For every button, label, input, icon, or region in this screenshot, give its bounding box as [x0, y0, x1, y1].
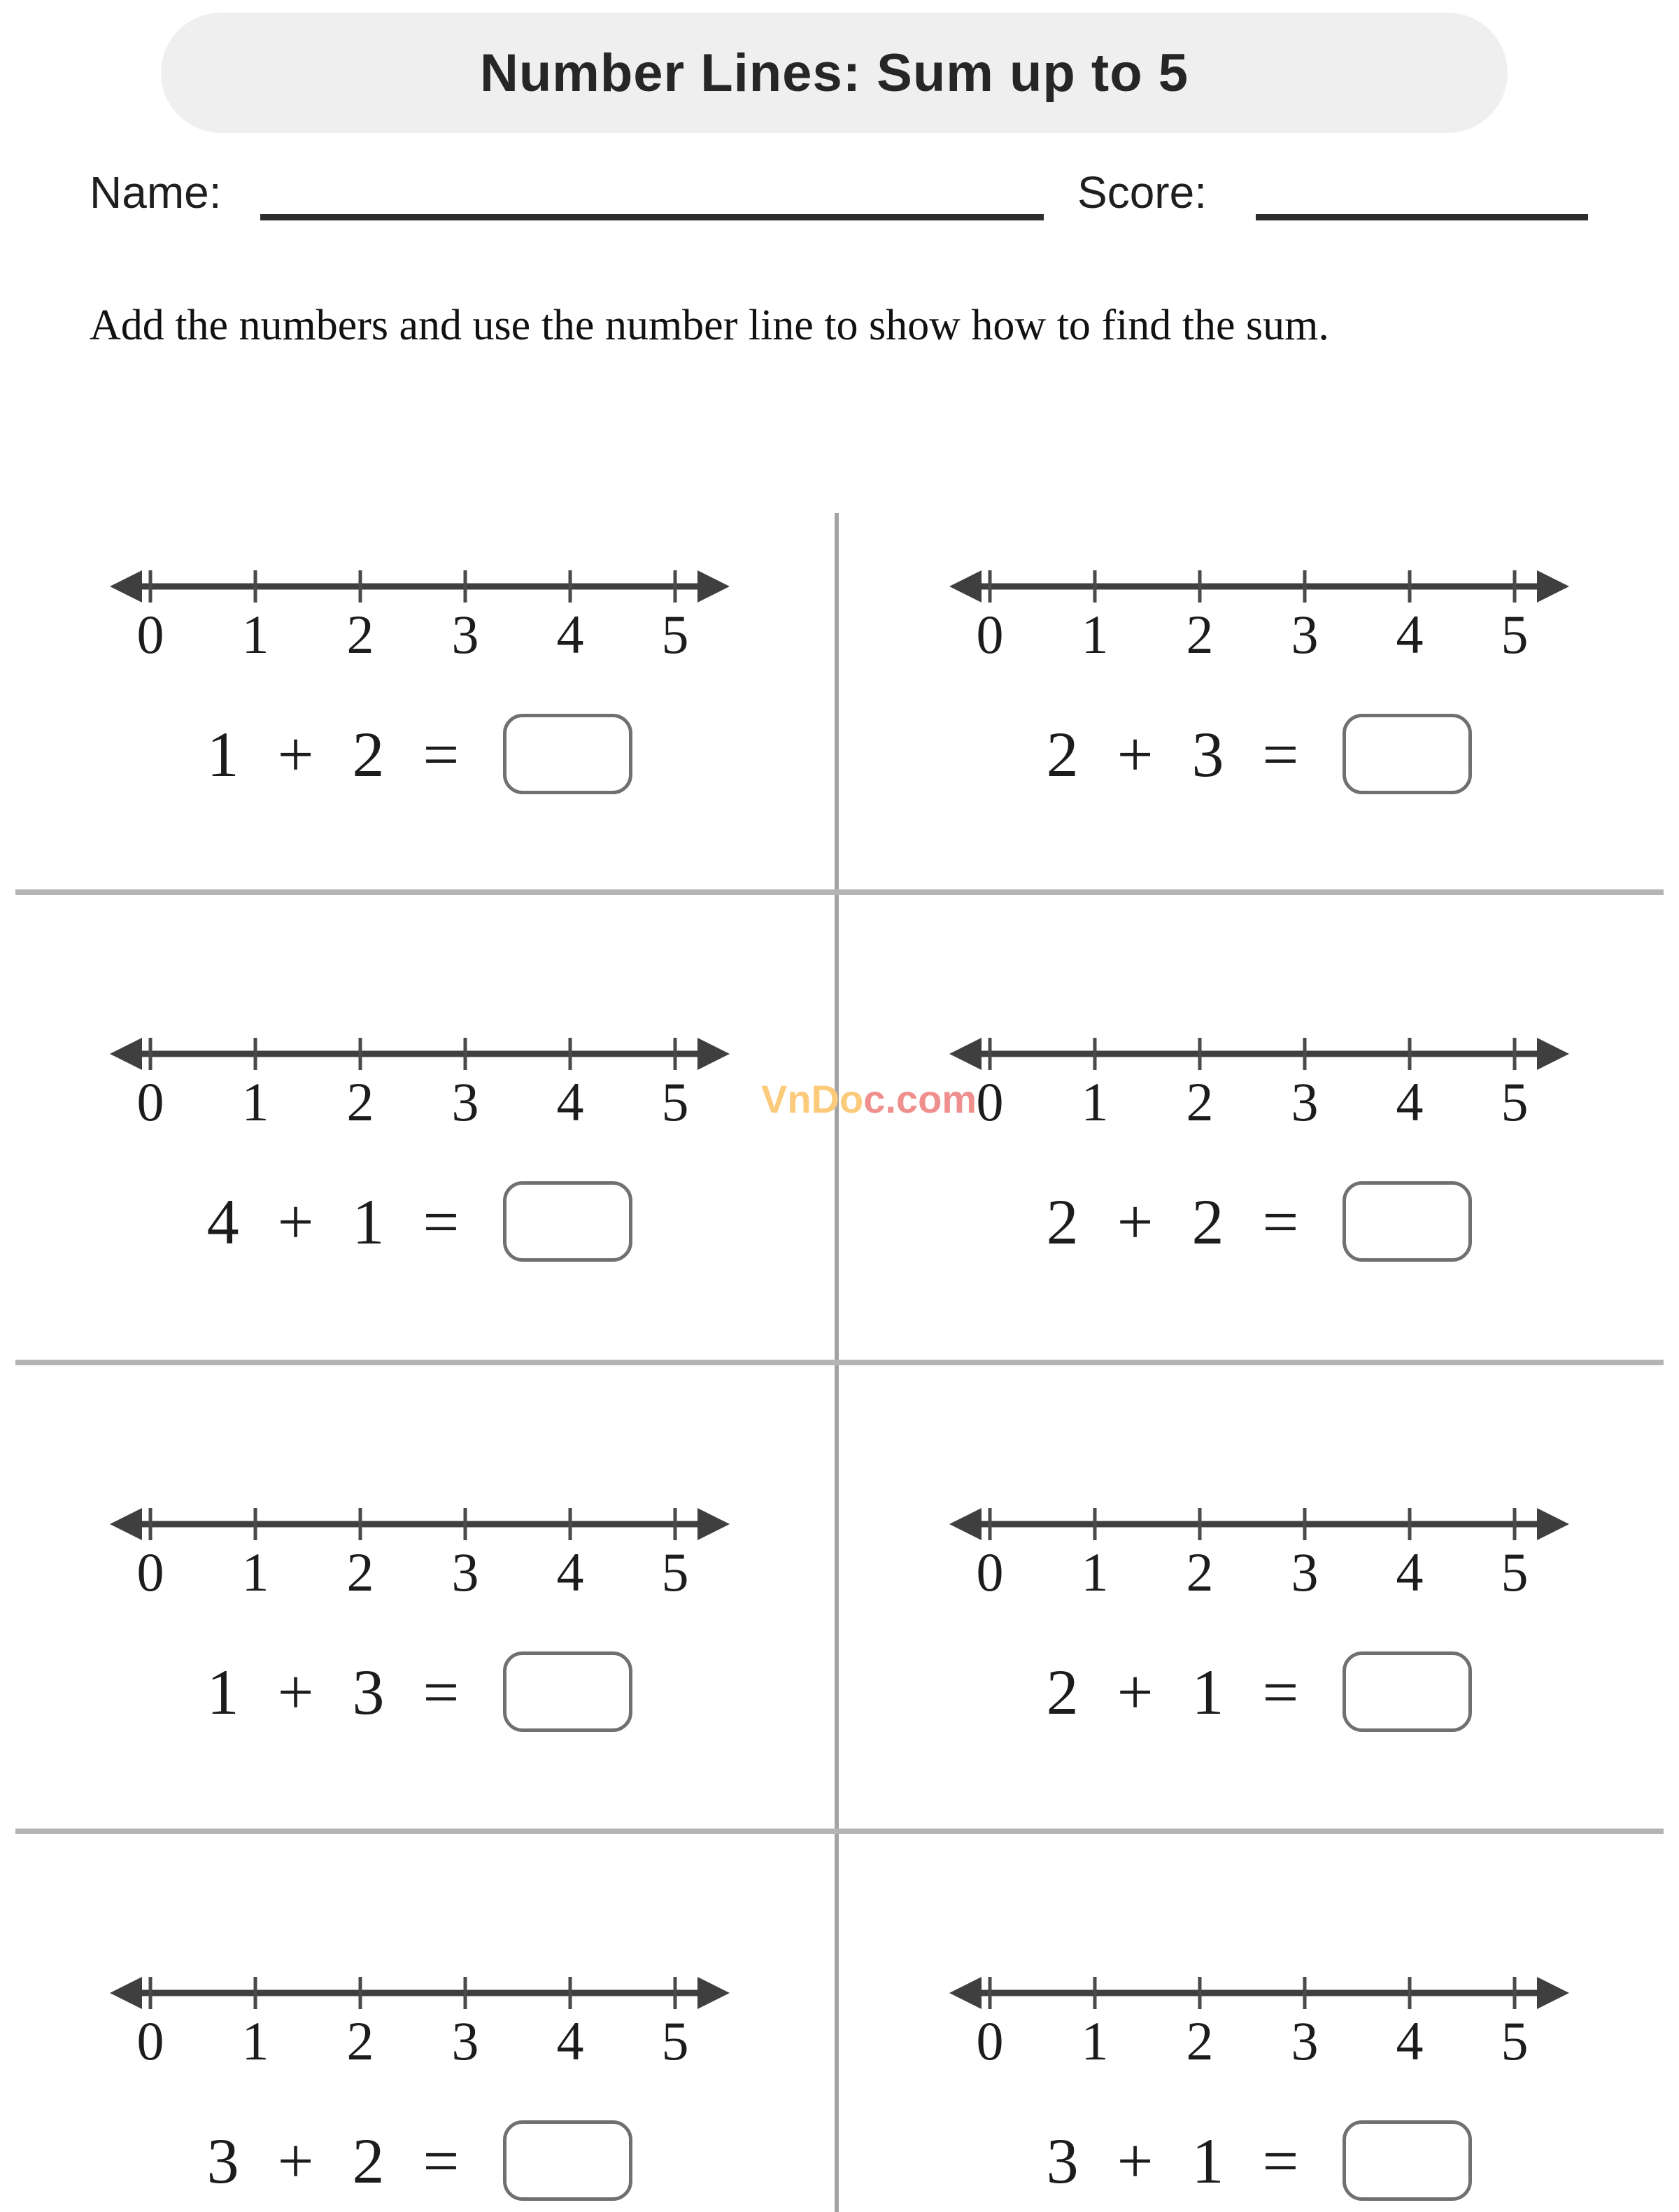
arrow-left-icon	[110, 1038, 142, 1070]
number-line	[108, 1493, 731, 1598]
tick-label: 0	[976, 1071, 1004, 1127]
addend-1: 3	[206, 2125, 239, 2197]
tick-label: 1	[1081, 2010, 1109, 2066]
number-line	[108, 1961, 731, 2066]
answer-box[interactable]	[1343, 1181, 1472, 1262]
number-line	[948, 1961, 1571, 2066]
score-label: Score:	[1077, 167, 1207, 218]
tick-label: 4	[1396, 604, 1424, 660]
answer-box[interactable]	[503, 2120, 632, 2201]
tick-label: 0	[976, 2010, 1004, 2066]
equation	[1047, 1181, 1473, 1262]
arrow-right-icon	[697, 1508, 730, 1540]
arrow-right-icon	[697, 570, 730, 603]
tick-label: 0	[976, 604, 1004, 660]
addend-2: 2	[1191, 1185, 1224, 1258]
tick-label: 1	[241, 1071, 269, 1127]
problem-cell-7	[0, 1831, 840, 2212]
equals-sign: =	[1262, 2125, 1299, 2197]
problem-cell-1	[0, 513, 840, 892]
arrow-left-icon	[949, 1977, 982, 2009]
addend-2: 1	[1191, 2125, 1224, 2197]
tick-label: 5	[1501, 1071, 1529, 1127]
grid-row-1	[0, 513, 1679, 892]
arrow-right-icon	[1537, 1977, 1569, 2009]
equation	[207, 714, 633, 794]
addend-1: 3	[1046, 2125, 1079, 2197]
tick-label: 0	[136, 1071, 164, 1127]
grid-row-3	[0, 1362, 1679, 1831]
problem-cell-3	[0, 892, 840, 1362]
equals-sign: =	[423, 718, 460, 790]
tick-label: 2	[1186, 1542, 1214, 1598]
answer-box[interactable]	[503, 1181, 632, 1262]
tick-label: 1	[241, 1542, 269, 1598]
number-line	[108, 1022, 731, 1127]
tick-label: 0	[136, 2010, 164, 2066]
tick-label: 3	[1291, 2010, 1319, 2066]
tick-label: 3	[1291, 1542, 1319, 1598]
number-line	[948, 1022, 1571, 1127]
equation	[207, 1181, 633, 1262]
tick-label: 5	[661, 1542, 689, 1598]
tick-label: 3	[1291, 1071, 1319, 1127]
arrow-right-icon	[697, 1038, 730, 1070]
tick-label: 1	[241, 2010, 269, 2066]
tick-label: 2	[346, 1542, 374, 1598]
tick-label: 4	[1396, 2010, 1424, 2066]
addend-2: 3	[352, 1656, 385, 1728]
tick-label: 3	[451, 2010, 479, 2066]
plus-sign: +	[1117, 1185, 1154, 1258]
problem-cell-2	[840, 513, 1679, 892]
tick-label: 3	[451, 1071, 479, 1127]
arrow-left-icon	[110, 1977, 142, 2009]
tick-label: 3	[451, 1542, 479, 1598]
tick-label: 4	[556, 2010, 584, 2066]
addend-1: 2	[1046, 718, 1079, 790]
equation	[1047, 2120, 1473, 2201]
watermark-part-1: VnDo	[761, 1077, 864, 1121]
tick-label: 1	[1081, 1071, 1109, 1127]
plus-sign: +	[1117, 2125, 1154, 2197]
plus-sign: +	[1117, 1656, 1154, 1728]
addend-1: 4	[206, 1185, 239, 1258]
tick-label: 2	[346, 604, 374, 660]
tick-label: 3	[1291, 604, 1319, 660]
arrow-right-icon	[1537, 1038, 1569, 1070]
grid-row-4	[0, 1831, 1679, 2212]
title-banner	[161, 13, 1508, 133]
answer-box[interactable]	[1343, 2120, 1472, 2201]
name-label: Name:	[90, 167, 222, 218]
tick-label: 1	[1081, 1542, 1109, 1598]
addend-1: 1	[206, 1656, 239, 1728]
tick-label: 0	[136, 604, 164, 660]
tick-label: 4	[556, 1542, 584, 1598]
addend-1: 1	[206, 718, 239, 790]
tick-label: 5	[1501, 2010, 1529, 2066]
arrow-left-icon	[110, 570, 142, 603]
equation	[1047, 714, 1473, 794]
grid-row-2	[0, 892, 1679, 1362]
score-blank-line[interactable]	[1256, 214, 1588, 220]
tick-label: 5	[1501, 604, 1529, 660]
addend-2: 1	[1191, 1656, 1224, 1728]
arrow-right-icon	[1537, 570, 1569, 603]
plus-sign: +	[277, 718, 314, 790]
addend-2: 3	[1191, 718, 1224, 790]
instruction-text: Add the numbers and use the number line to show how to find the sum.	[90, 302, 1329, 349]
tick-label: 3	[451, 604, 479, 660]
plus-sign: +	[277, 1185, 314, 1258]
addend-1: 2	[1046, 1656, 1079, 1728]
equals-sign: =	[1262, 718, 1299, 790]
answer-box[interactable]	[503, 1651, 632, 1732]
problem-cell-8	[840, 1831, 1679, 2212]
tick-label: 1	[241, 604, 269, 660]
tick-label: 4	[1396, 1542, 1424, 1598]
plus-sign: +	[277, 1656, 314, 1728]
tick-label: 5	[661, 604, 689, 660]
tick-label: 2	[1186, 2010, 1214, 2066]
equals-sign: =	[1262, 1656, 1299, 1728]
answer-box[interactable]	[503, 714, 632, 794]
tick-label: 5	[661, 1071, 689, 1127]
tick-label: 4	[1396, 1071, 1424, 1127]
arrow-right-icon	[697, 1977, 730, 2009]
equals-sign: =	[1262, 1185, 1299, 1258]
answer-box[interactable]	[1343, 714, 1472, 794]
addend-2: 2	[352, 2125, 385, 2197]
name-score-row	[0, 160, 1679, 237]
watermark-part-2: c.com	[863, 1077, 977, 1121]
addend-2: 1	[352, 1185, 385, 1258]
equals-sign: =	[423, 1185, 460, 1258]
problem-cell-5	[0, 1362, 840, 1831]
equals-sign: =	[423, 1656, 460, 1728]
tick-label: 1	[1081, 604, 1109, 660]
addend-2: 2	[352, 718, 385, 790]
tick-label: 2	[346, 1071, 374, 1127]
arrow-left-icon	[110, 1508, 142, 1540]
tick-label: 5	[1501, 1542, 1529, 1598]
equation	[207, 2120, 633, 2201]
number-line	[948, 555, 1571, 660]
tick-label: 2	[1186, 1071, 1214, 1127]
arrow-left-icon	[949, 1508, 982, 1540]
tick-label: 2	[346, 2010, 374, 2066]
arrow-left-icon	[949, 1038, 982, 1070]
tick-label: 0	[136, 1542, 164, 1598]
arrow-right-icon	[1537, 1508, 1569, 1540]
vndoc-watermark	[761, 1076, 977, 1122]
equals-sign: =	[423, 2125, 460, 2197]
arrow-left-icon	[949, 570, 982, 603]
problem-cell-4	[840, 892, 1679, 1362]
problem-cell-6	[840, 1362, 1679, 1831]
number-line	[108, 555, 731, 660]
tick-label: 2	[1186, 604, 1214, 660]
name-blank-line[interactable]	[260, 214, 1044, 220]
tick-label: 4	[556, 1071, 584, 1127]
tick-label: 4	[556, 604, 584, 660]
tick-label: 5	[661, 2010, 689, 2066]
number-line	[948, 1493, 1571, 1598]
equation	[207, 1651, 633, 1732]
tick-label: 0	[976, 1542, 1004, 1598]
plus-sign: +	[277, 2125, 314, 2197]
page-title: Number Lines: Sum up to 5	[479, 43, 1189, 103]
addend-1: 2	[1046, 1185, 1079, 1258]
plus-sign: +	[1117, 718, 1154, 790]
answer-box[interactable]	[1343, 1651, 1472, 1732]
equation	[1047, 1651, 1473, 1732]
